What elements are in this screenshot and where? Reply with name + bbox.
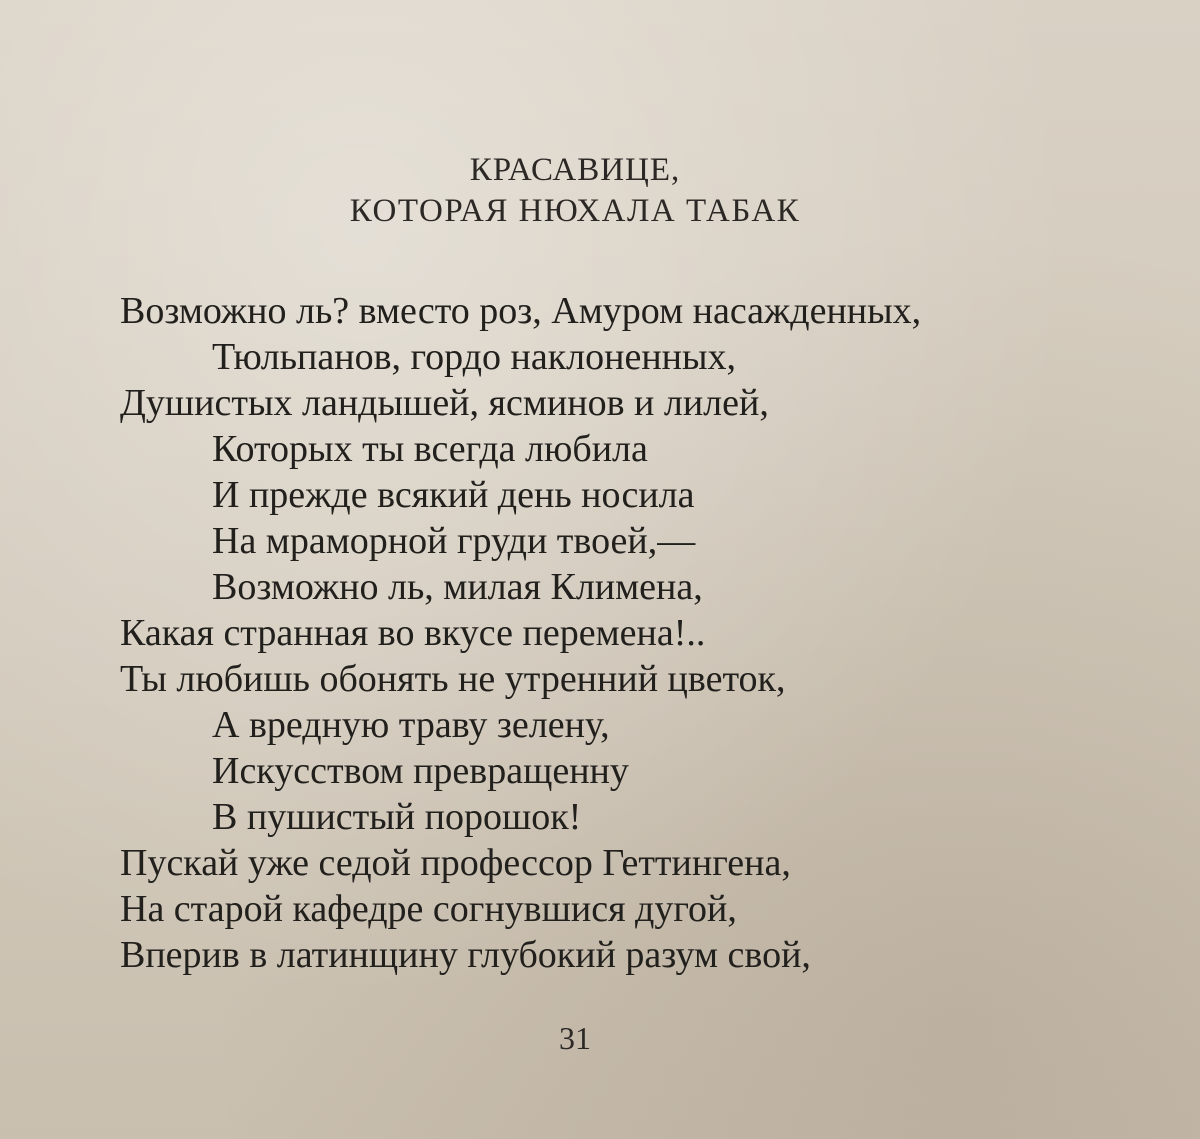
poem-line-13: Пускай уже седой профессор Геттингена, [120, 842, 791, 884]
poem-title-line-2: КОТОРАЯ НЮХАЛА ТАБАК [349, 193, 801, 229]
poem-line-11: Искусством превращенну [212, 750, 629, 792]
poem-line-9: Ты любишь обонять не утренний цветок, [120, 658, 786, 700]
poem-line-2: Тюльпанов, гордо наклоненных, [212, 336, 737, 378]
poem-line-7: Возможно ль, милая Климена, [212, 566, 703, 608]
poem-line-14: На старой кафедре согнувшися дугой, [120, 888, 737, 930]
poem-title-line-1: КРАСАВИЦЕ, [469, 152, 681, 188]
page-number: 31 [559, 1020, 591, 1056]
poem-line-4: Которых ты всегда любила [212, 428, 648, 470]
poem-line-12: В пушистый порошок! [212, 796, 582, 838]
poem-line-6: На мраморной груди твоей,— [212, 520, 696, 562]
poem-line-10: А вредную траву зелену, [212, 704, 610, 746]
poem-line-1: Возможно ль? вместо роз, Амуром насажденных, [120, 290, 922, 332]
poem-line-5: И прежде всякий день носила [212, 474, 695, 516]
poem-line-8: Какая странная во вкусе перемена!.. [120, 612, 706, 654]
poem-line-15: Вперив в латинщину глубокий разум свой, [120, 934, 811, 976]
poem-line-3: Душистых ландышей, ясминов и лилей, [120, 382, 769, 424]
